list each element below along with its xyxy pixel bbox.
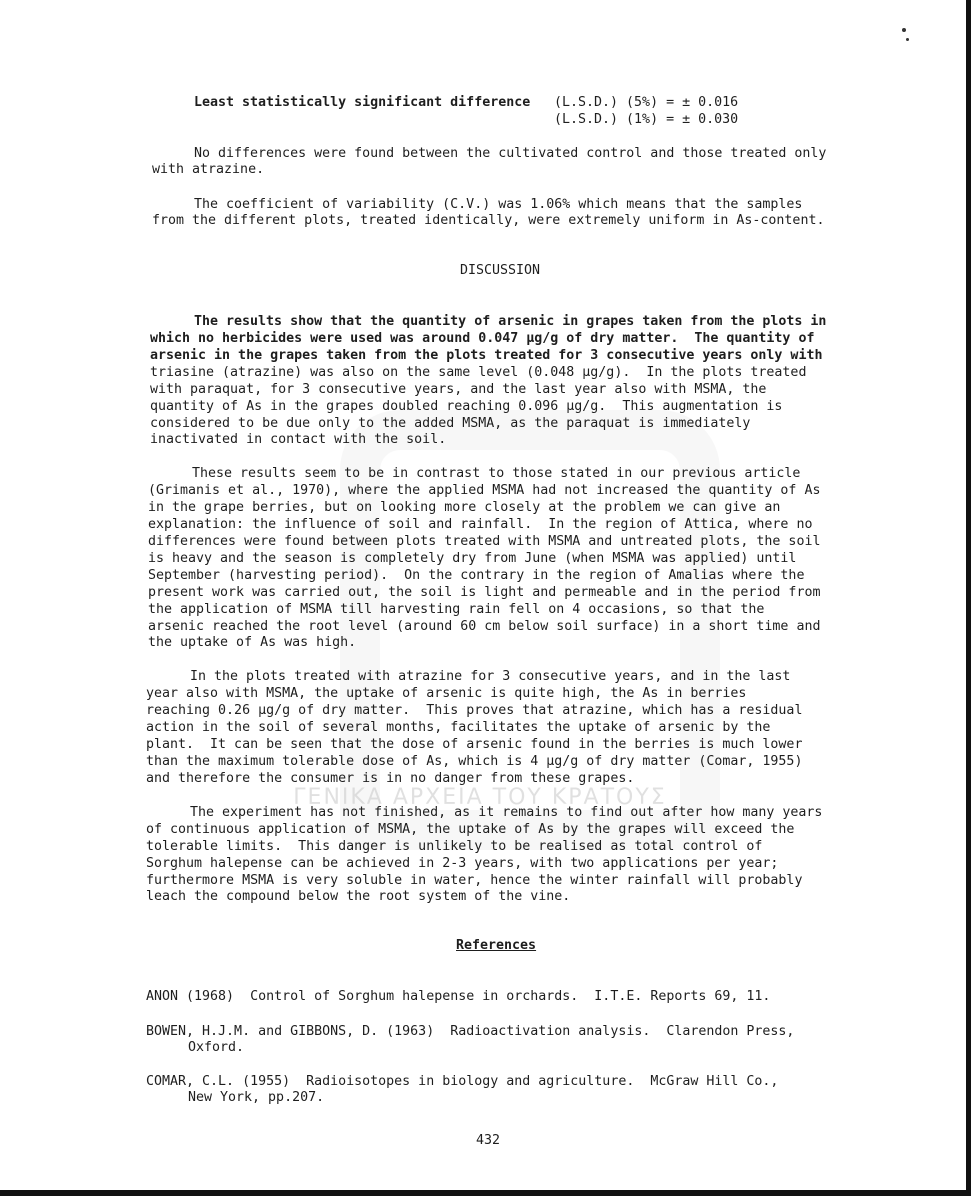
text-line: reaching 0.26 µg/g of dry matter. This proves that atrazine, which has a residual [146, 703, 803, 718]
text-line: inactivated in contact with the soil. [150, 432, 447, 447]
text-line: action in the soil of several months, facilitates the uptake of arsenic by the [146, 720, 771, 735]
text-line: In the plots treated with atrazine for 3 consecutive years, and in the last [190, 669, 791, 684]
text-line: with atrazine. [152, 162, 265, 177]
text-line: The coefficient of variability (C.V.) was 1.06% which means that the samples [194, 197, 803, 212]
text-line: and therefore the consumer is in no danger from these grapes. [146, 771, 635, 786]
lsd-row-5pct: (L.S.D.) (5%) = ± 0.016 [554, 95, 739, 110]
text-line: arsenic in the grapes taken from the plots treated for 3 consecutive years only with [150, 348, 823, 363]
text-line: is heavy and the season is completely dry from June (when MSMA was applied) until [148, 551, 797, 566]
text-line: Sorghum halepense can be achieved in 2-3 years, with two applications per year; [146, 856, 779, 871]
section-heading-discussion: DISCUSSION [460, 263, 541, 278]
text-line: (Grimanis et al., 1970), where the applied MSMA had not increased the quantity of As [148, 483, 821, 498]
text-line: These results seem to be in contrast to those stated in our previous article [192, 466, 801, 481]
text-line: No differences were found between the cultivated control and those treated only [194, 146, 827, 161]
text-line: of continuous application of MSMA, the uptake of As by the grapes will exceed the [146, 822, 795, 837]
text-line: The experiment has not finished, as it remains to find out after how many years [190, 805, 823, 820]
text-line: arsenic reached the root level (around 60 cm below soil surface) in a short time and [148, 619, 821, 634]
text-line: explanation: the influence of soil and rainfall. In the region of Attica, where no [148, 517, 813, 532]
text-line: year also with MSMA, the uptake of arsenic is quite high, the As in berries [146, 686, 747, 701]
text-line: from the different plots, treated identically, were extremely uniform in As-content. [152, 213, 825, 228]
lsd-label: Least statistically significant difference [194, 95, 531, 110]
text-line: September (harvesting period). On the contrary in the region of Amalias where the [148, 568, 805, 583]
reference-entry-cont: Oxford. [188, 1040, 245, 1055]
text-line: the uptake of As was high. [148, 635, 357, 650]
text-line: tolerable limits. This danger is unlikely to be realised as total control of [146, 839, 763, 854]
lsd-row-1pct: (L.S.D.) (1%) = ± 0.030 [554, 112, 739, 127]
archive-watermark: ΓΕΝΙΚΑ ΑΡΧΕΙΑ ΤΟΥ ΚΡΑΤΟΥΣ [293, 785, 667, 810]
page-number: 432 [476, 1133, 501, 1148]
text-line: which no herbicides were used was around 0.047 µg/g of dry matter. The quantity of [150, 331, 815, 346]
text-line: considered to be due only to the added MSMA, as the paraquat is immediately [150, 416, 751, 431]
text-line: triasine (atrazine) was also on the same level (0.048 µg/g). In the plots treated [150, 365, 807, 380]
text-line: with paraquat, for 3 consecutive years, and the last year also with MSMA, the [150, 382, 767, 397]
text-line: present work was carried out, the soil is light and permeable and in the period from [148, 585, 821, 600]
reference-entry-cont: New York, pp.207. [188, 1090, 325, 1105]
reference-entry: BOWEN, H.J.M. and GIBBONS, D. (1963) Radioactivation analysis. Clarendon Press, [146, 1024, 795, 1039]
reference-entry: COMAR, C.L. (1955) Radioisotopes in biology and agriculture. McGraw Hill Co., [146, 1074, 779, 1089]
text-line: differences were found between plots treated with MSMA and untreated plots, the soil [148, 534, 821, 549]
text-line: in the grape berries, but on looking more closely at the problem we can give an [148, 500, 781, 515]
section-heading-references: References [456, 938, 537, 953]
reference-entry: ANON (1968) Control of Sorghum halepense in orchards. I.T.E. Reports 69, 11. [146, 989, 771, 1004]
text-line: The results show that the quantity of arsenic in grapes taken from the plots in [194, 314, 827, 329]
text-line: quantity of As in the grapes doubled reaching 0.096 µg/g. This augmentation is [150, 399, 783, 414]
text-line: leach the compound below the root system of the vine. [146, 889, 571, 904]
text-line: the application of MSMA till harvesting rain fell on 4 occasions, so that the [148, 602, 765, 617]
text-line: than the maximum tolerable dose of As, which is 4 µg/g of dry matter (Comar, 1955) [146, 754, 803, 769]
text-line: plant. It can be seen that the dose of arsenic found in the berries is much lower [146, 737, 803, 752]
text-line: furthermore MSMA is very soluble in water, hence the winter rainfall will probably [146, 873, 803, 888]
